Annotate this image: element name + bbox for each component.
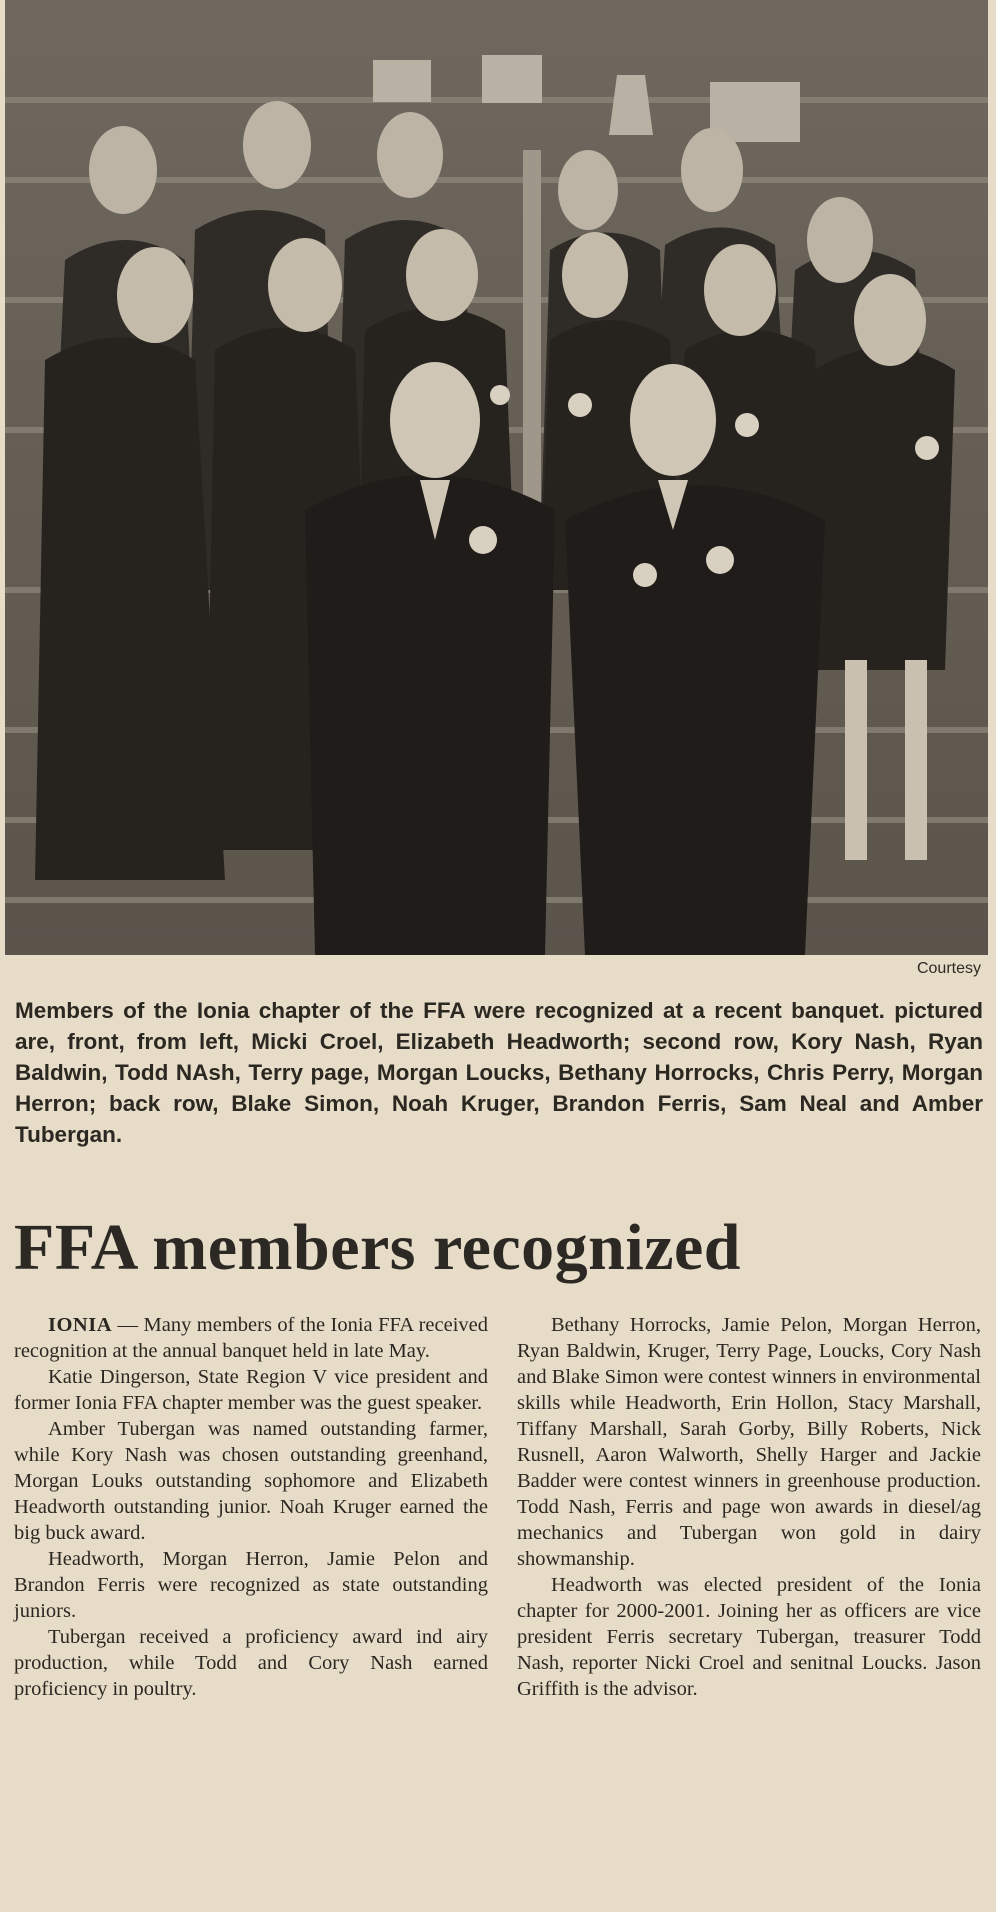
article-column-left (14, 1312, 488, 1702)
article-paragraph: Tubergan received a proficiency award ind airy production, while Todd and Cory Nash earned proficiency in poultry. (14, 1626, 488, 1700)
article-paragraph: IONIA — Many members of the Ionia FFA received recognition at the annual banquet held in late May. (14, 1314, 488, 1362)
group-photo (5, 0, 988, 955)
article-paragraph: Bethany Horrocks, Jamie Pelon, Morgan Herron, Ryan Baldwin, Kruger, Terry Page, Loucks, Cory Nash and Blake Simon were contest winners in environmental skills while Headworth, Erin Hollon, Stacy Marshall, Tiffany Marshall, Sarah Gorby, Billy Roberts, Nick Rusnell, Aaron Walworth, Shelly Harger and Jackie Badder were contest winners in greenhouse production. Todd Nash, Ferris and page won awards in diesel/ag mechanics and Tubergan won gold in dairy showmanship. (517, 1314, 981, 1570)
group-photo-illustration (5, 0, 988, 955)
article-headline: FFA members recognized (14, 1211, 742, 1284)
photo-caption: Members of the Ionia chapter of the FFA were recognized at a recent banquet. pictured are, front, from left, Micki Croel, Elizabeth Headworth; second row, Kory Nash, Ryan Baldwin, Todd NAsh, Terry page, Morgan Loucks, Bethany Horrocks, Chris Perry, Morgan Herron; back row, Blake Simon, Noah Kruger, Brandon Ferris, Sam Neal and Amber Tubergan. (15, 998, 983, 1147)
article-paragraph: Amber Tubergan was named outstanding farmer, while Kory Nash was chosen outstanding greenhand, Morgan Louks outstanding sophomore and Elizabeth Headworth outstanding junior. Noah Kruger earned the big buck award. (14, 1418, 488, 1544)
photo-credit: Courtesy (916, 960, 981, 977)
article-column-right (517, 1312, 981, 1702)
article-paragraph: Headworth, Morgan Herron, Jamie Pelon and Brandon Ferris were recognized as state outstanding juniors. (14, 1548, 488, 1622)
article-paragraph: Headworth was elected president of the Ionia chapter for 2000-2001. Joining her as officers are vice president Ferris secretary Tubergan, treasurer Todd Nash, reporter Nicki Croel and senitnal Loucks. Jason Griffith is the advisor. (517, 1574, 981, 1700)
article-paragraph: Katie Dingerson, State Region V vice president and former Ionia FFA chapter member was the guest speaker. (14, 1366, 488, 1414)
dateline: IONIA (48, 1314, 113, 1336)
